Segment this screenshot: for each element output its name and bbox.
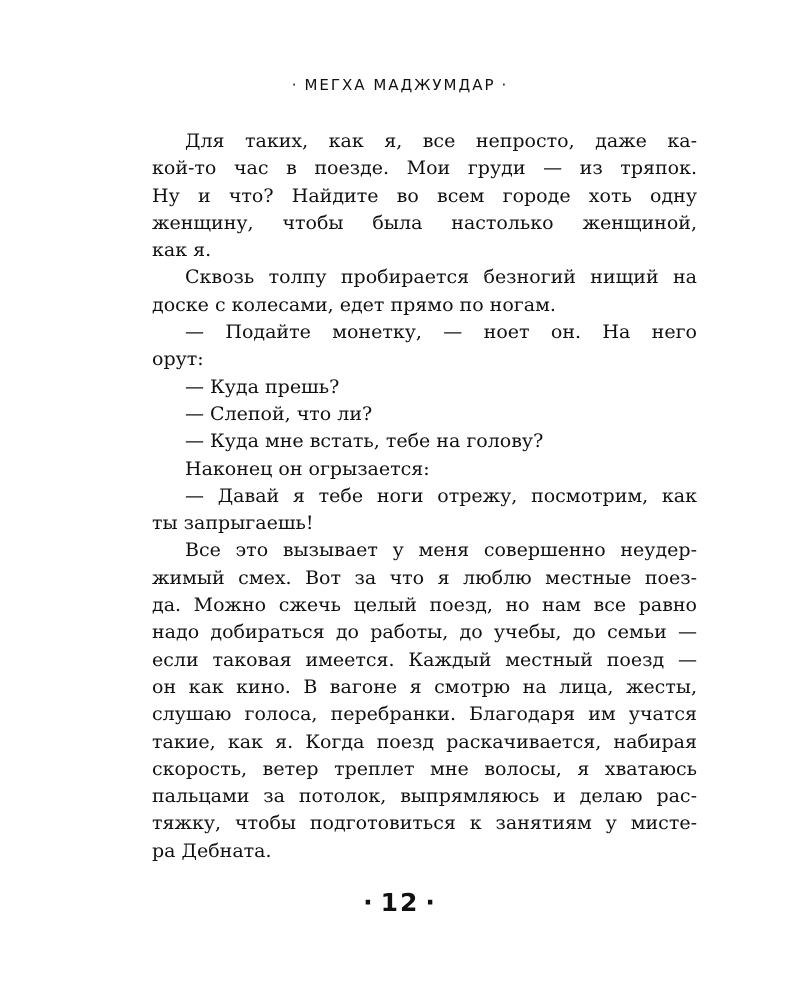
text-line: ра Дебната. [152, 839, 272, 862]
text-line: да. Можно сжечь целый поезд, но нам все равно [152, 594, 697, 617]
text-line: — Подайте монетку, — ноет он. На него [185, 321, 697, 344]
text-line: Ну и что? Найдите во всем городе хоть одну [152, 184, 697, 207]
header-bullet-right: · [501, 76, 509, 94]
text-line: пальцами за потолок, выпрямляюсь и делаю рас- [152, 785, 697, 808]
paragraph [152, 537, 697, 865]
text-line: Сквозь толпу пробирается безногий нищий на [185, 266, 697, 289]
text-line: если таковая имеется. Каждый местный поезд — [152, 648, 697, 671]
text-line: — Куда мне встать, тебе на голову? [185, 430, 544, 453]
text-line: — Давай я тебе ноги отрежу, посмотрим, как [185, 484, 697, 507]
text-line: орут: [152, 348, 204, 371]
paragraph [152, 456, 697, 483]
text-line: жимый смех. Вот за что я люблю местные поез- [152, 566, 697, 589]
author-name: МЕГХА МАДЖУМДАР [304, 76, 496, 94]
running-head [0, 76, 800, 94]
text-line: скорость, ветер треплет мне волосы, я хватаюсь [152, 757, 697, 780]
paragraph [152, 401, 697, 428]
paragraph [152, 374, 697, 401]
paragraph [152, 483, 697, 538]
text-line: такие, как я. Когда поезд раскачивается, набирая [152, 730, 697, 753]
paragraph [152, 264, 697, 319]
text-line: слушаю голоса, перебранки. Благодаря им учатся [152, 703, 697, 726]
text-line: он как кино. В вагоне я смотрю на лица, жесты, [152, 675, 697, 698]
footer-bullet-left: · [363, 888, 375, 917]
text-line: тяжку, чтобы подготовиться к занятиям у мисте- [152, 812, 697, 835]
text-line: Все это вызывает у меня совершенно неудер- [185, 539, 697, 562]
text-line: доске с колесами, едет прямо по ногам. [152, 293, 556, 316]
text-line: Для таких, как я, все непросто, даже ка- [185, 130, 697, 152]
paragraph [152, 128, 697, 264]
text-line: — Куда прешь? [185, 375, 340, 398]
text-line: женщину, чтобы была настолько женщиной, [152, 211, 697, 234]
text-line: Наконец он огрызается: [185, 457, 430, 480]
paragraph [152, 428, 697, 455]
paragraph [152, 319, 697, 374]
text-line: надо добираться до работы, до учебы, до семьи — [152, 621, 697, 644]
text-line: кой-то час в поезде. Мои груди — из тряпок. [152, 157, 697, 180]
body-text [152, 128, 697, 865]
page-number [0, 888, 800, 917]
text-line: ты запрыгаешь! [152, 512, 314, 535]
page-number-value: 12 [380, 888, 420, 917]
text-line: — Слепой, что ли? [185, 402, 373, 425]
header-bullet-left: · [291, 76, 299, 94]
text-line: как я. [152, 239, 212, 262]
footer-bullet-right: · [425, 888, 437, 917]
